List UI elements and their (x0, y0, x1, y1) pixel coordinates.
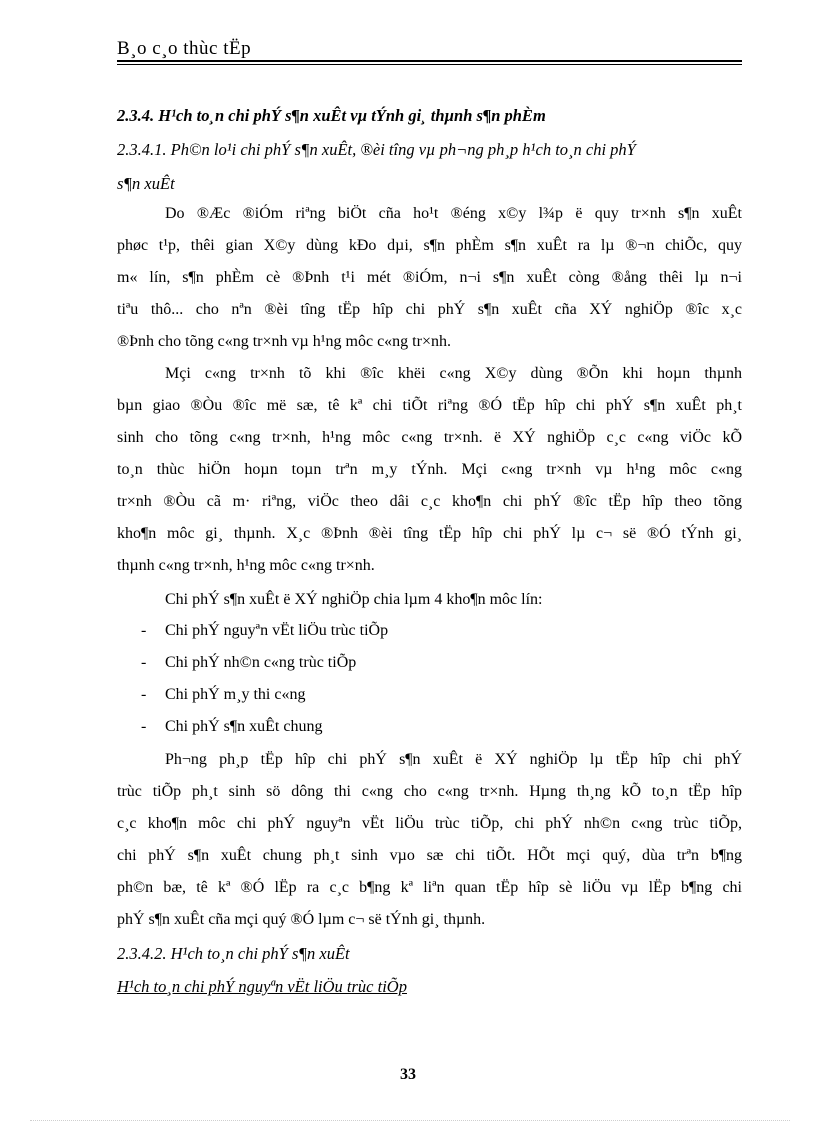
subheading-line-1: 2.3.4.1. Ph©n lo¹i chi phÝ s¶n xuÊt, ®èi tîng vµ ph¬ng ph¸p h¹ch to¸n chi phÝ (117, 140, 636, 159)
paragraph-line: to¸n thùc hiÖn hoµn toµn trªn m¸y tÝnh. Mçi c«ng tr×nh vµ h¹ng môc c«ng (117, 461, 742, 478)
header-rule-thin (117, 64, 742, 65)
header-rule-thick (117, 60, 742, 62)
paragraph-line: ph©n bæ, tê kª ®Ó lËp ra c¸c b¶ng kª liªn quan tËp hîp sè liÖu vµ lËp b¶ng chi (117, 879, 742, 896)
footer-dotted-line (30, 1120, 790, 1121)
paragraph-line: bµn giao ®Òu ®îc më sæ, tê kª chi tiÕt riªng ®Ó tËp hîp chi phÝ s¶n xuÊt ph¸t (117, 397, 742, 414)
running-header: B¸o c¸o thùc tËp (117, 38, 252, 59)
section-heading: 2.3.4. H¹ch to¸n chi phÝ s¶n xuÊt vµ tÝnh gi¸ thµnh s¶n phÈm (117, 106, 546, 125)
paragraph-line: m« lín, s¶n phÈm cè ®Þnh t¹i mét ®iÓm, n¬i s¶n xuÊt còng ®ång thêi lµ n¬i (117, 269, 742, 286)
paragraph-line: Chi phÝ s¶n xuÊt ë XÝ nghiÖp chia lµm 4 kho¶n môc lín: (165, 591, 543, 608)
underlined-subheading-text: H¹ch to¸n chi phÝ nguyªn vËt liÖu trùc tiÕp (117, 977, 407, 996)
bullet-marker: - (141, 654, 147, 671)
paragraph-line: Do ®Æc ®iÓm riªng biÖt cña ho¹t ®éng x©y l¾p ë quy tr×nh s¶n xuÊt (165, 205, 742, 222)
underlined-subheading (117, 977, 742, 997)
paragraph-line: Mçi c«ng tr×nh tõ khi ®îc khëi c«ng X©y dùng ®Õn khi hoµn thµnh (165, 365, 742, 382)
subheading-line-2: s¶n xuÊt (117, 174, 175, 193)
bullet-text: Chi phÝ m¸y thi c«ng (165, 686, 306, 703)
bullet-text: Chi phÝ nguyªn vËt liÖu trùc tiÕp (165, 622, 389, 639)
paragraph-line: tiªu thô... cho nªn ®èi tîng tËp hîp chi phÝ s¶n xuÊt cña XÝ nghiÖp ®îc x¸c (117, 301, 742, 318)
paragraph-line: phÝ s¶n xuÊt cña mçi quý ®Ó lµm c¬ së tÝnh gi¸ thµnh. (117, 911, 486, 928)
subheading-2: 2.3.4.2. H¹ch to¸n chi phÝ s¶n xuÊt (117, 944, 350, 963)
bullet-text: Chi phÝ nh©n c«ng trùc tiÕp (165, 654, 357, 671)
bullet-marker: - (141, 622, 147, 639)
paragraph-line: Ph¬ng ph¸p tËp hîp chi phÝ s¶n xuÊt ë XÝ nghiÖp lµ tËp hîp chi phÝ (165, 751, 742, 768)
paragraph-line: trùc tiÕp ph¸t sinh sö dông thi c«ng cho c«ng tr×nh. Hµng th¸ng kÕ to¸n tËp hîp (117, 783, 742, 800)
page-number: 33 (400, 1066, 416, 1083)
paragraph-line: thµnh c«ng tr×nh, h¹ng môc c«ng tr×nh. (117, 557, 375, 574)
paragraph-line: tr×nh ®Òu cã m· riªng, viÖc theo dâi c¸c kho¶n chi phÝ ®îc tËp hîp theo tõng (117, 493, 742, 510)
paragraph-line: ®Þnh cho tõng c«ng tr×nh vµ h¹ng môc c«ng tr×nh. (117, 333, 451, 350)
paragraph-line: chi phÝ s¶n xuÊt chung ph¸t sinh vµo sæ chi tiÕt. HÕt mçi quý, dùa trªn b¶ng (117, 847, 742, 864)
bullet-marker: - (141, 718, 147, 735)
bullet-marker: - (141, 686, 147, 703)
bullet-text: Chi phÝ s¶n xuÊt chung (165, 718, 323, 735)
paragraph-line: kho¶n môc gi¸ thµnh. X¸c ®Þnh ®èi tîng tËp hîp chi phÝ lµ c¬ së ®Ó tÝnh gi¸ (117, 525, 742, 542)
paragraph-line: c¸c kho¶n môc chi phÝ nguyªn vËt liÖu trùc tiÕp, chi phÝ nh©n c«ng trùc tiÕp, (117, 815, 742, 832)
paragraph-line: sinh cho tõng c«ng tr×nh, h¹ng môc c«ng tr×nh. ë XÝ nghiÖp c¸c c«ng viÖc kÕ (117, 429, 742, 446)
paragraph-line: phøc t¹p, thêi gian X©y dùng kÐo dµi, s¶n phÈm s¶n xuÊt ra lµ ®¬n chiÕc, quy (117, 237, 742, 254)
